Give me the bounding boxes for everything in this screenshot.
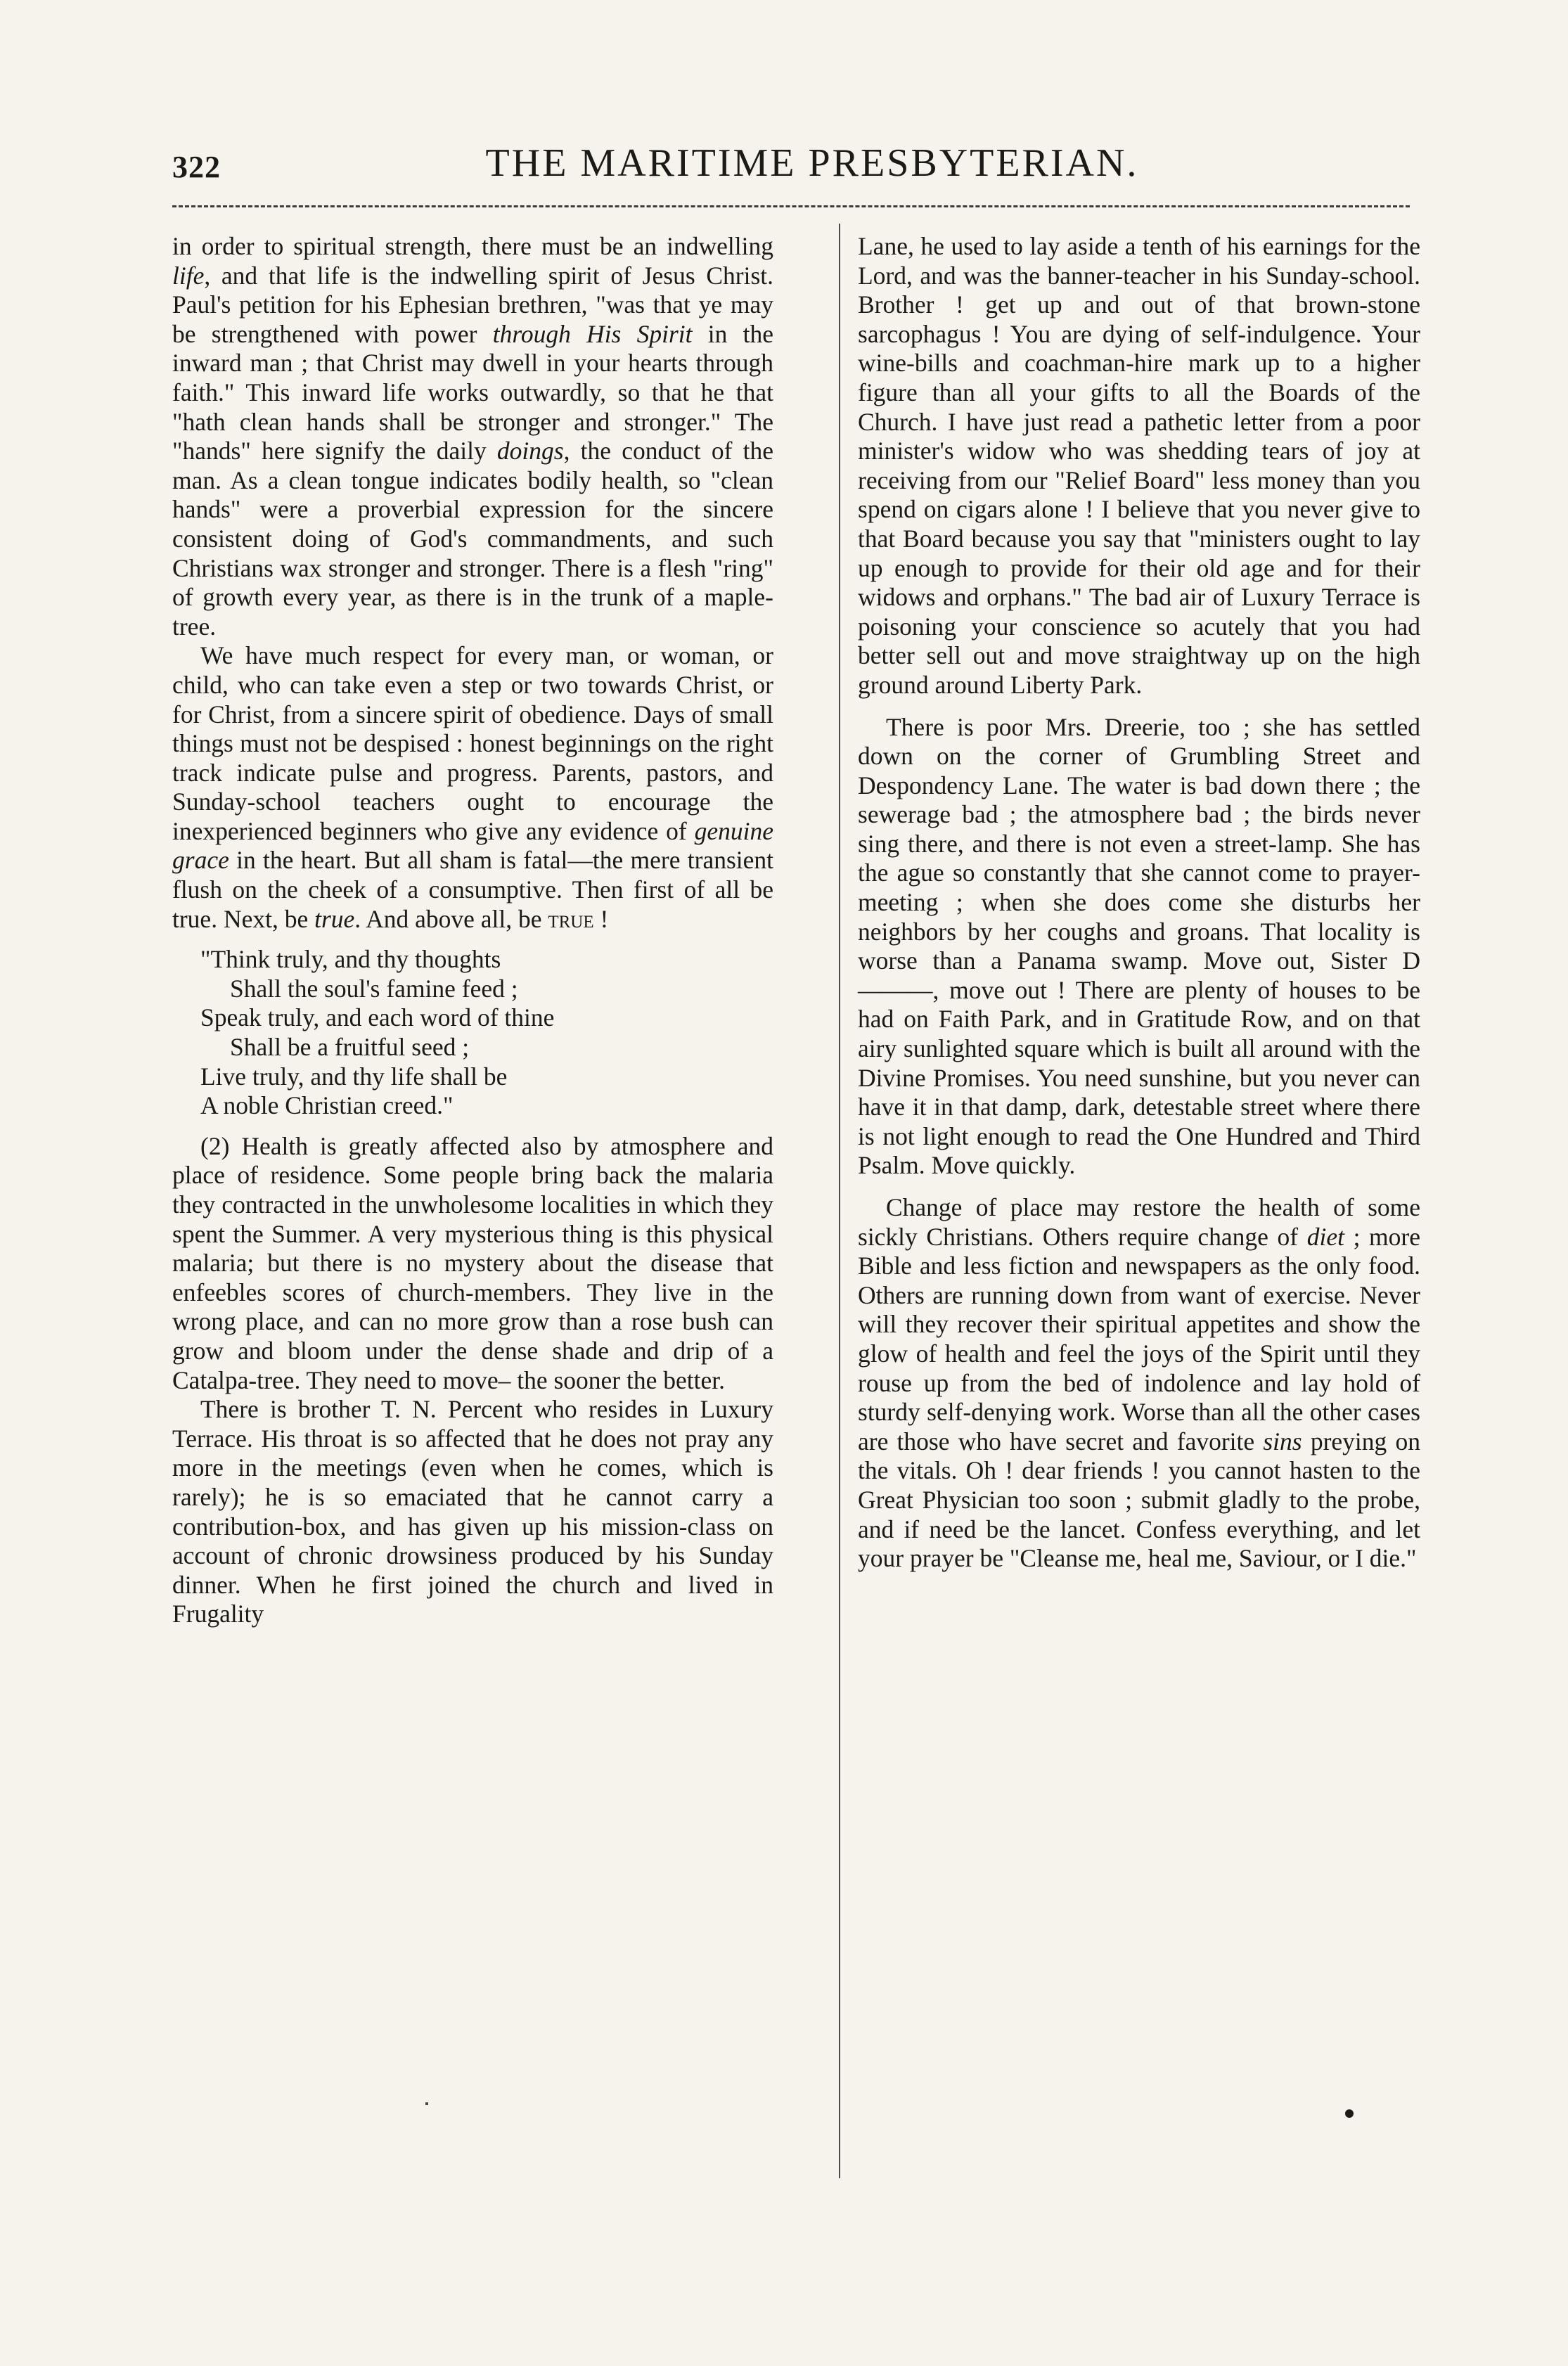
- italic-text: sins: [1263, 1427, 1302, 1455]
- left-paragraph-4: There is brother T. N. Percent who resides in Luxury Terrace. His throat is so affected that he does not pray any more in the meetings (even when he comes, which is rarely); he is so emaciated that he cannot carry a contribution-box, and has given up his mission-class on account of chronic drowsiness produced by his Sunday dinner. When he first joined the church and lived in Frugality: [172, 1395, 773, 1628]
- right-paragraph-1: Lane, he used to lay aside a tenth of his earnings for the Lord, and was the banner-teacher in his Sunday-school. Brother ! get up and out of that brown-stone sarcophagus ! You are dying of self-indulgence. Your wine-bills and coachman-hire mark up to a higher figure than all your gifts to all the Boards of the Church. I have just read a pathetic letter from a poor minister's widow who was shedding tears of joy at receiving from our "Relief Board" less money than you spend on cigars alone ! I believe that you never give to that Board because you say that "ministers ought to lay up enough to provide for their old age and for their widows and orphans." The bad air of Luxury Terrace is poisoning your conscience so acutely that you had better sell out and move straightway up on the high ground around Liberty Park.: [858, 232, 1420, 699]
- text-run: , the conduct of the man. As a clean tongue indicates bodily health, so "clean hands" were a proverbial expression for the sincere consistent doing of God's commandments, and such Christians wax stronger and stronger. There is a flesh "ring" of growth every year, as there is in the trunk of a maple-tree.: [172, 437, 773, 641]
- small-caps-text: true: [548, 904, 594, 933]
- poem-line: Live truly, and thy life shall be: [200, 1062, 508, 1091]
- print-dot: [1345, 2109, 1354, 2118]
- text-run: in the heart. But all sham is fatal—the mere transient flush on the cheek of a consumptive. Then first of all be true. Next, be: [172, 846, 773, 933]
- poem-line: "Think truly, and thy thoughts: [200, 945, 501, 974]
- right-paragraph-3: [858, 1193, 1420, 1574]
- italic-text: life: [172, 261, 205, 290]
- poem-line: A noble Christian creed.": [200, 1091, 454, 1120]
- poem-line: Shall be a fruitful seed ;: [230, 1033, 470, 1062]
- italic-text: diet: [1306, 1222, 1344, 1251]
- italic-text: doings: [496, 437, 564, 465]
- column-divider: [839, 224, 840, 2178]
- left-column: [172, 232, 773, 1629]
- text-run: in order to spiritual strength, there must be an indwelling: [172, 232, 773, 260]
- poem: [200, 945, 773, 1121]
- text-run: in the inward man ; that Christ may dwell in your hearts through faith." This inward life works outwardly, so that he that "hath clean hands shall be stronger and stronger." The "hands" here signify the daily: [172, 319, 774, 465]
- poem-line: Speak truly, and each word of thine: [200, 1003, 555, 1032]
- print-speck: [425, 2102, 428, 2105]
- italic-text: genuine grace: [172, 816, 773, 875]
- page-header: [172, 141, 1410, 204]
- text-run: We have much respect for every man, or woman, or child, who can take even a step or two towards Christ, or for Christ, from a sincere spirit of obedience. Days of small things must not be despised : honest beginnings on the right track indicate pulse and progress. Parents, pastors, and Sunday-school teachers ought to encourage the inexperienced beginners who give any evidence of: [172, 641, 773, 845]
- header-rule: [172, 205, 1410, 207]
- left-paragraph-2: [172, 641, 773, 934]
- left-paragraph-1: [172, 232, 773, 641]
- text-run: !: [593, 904, 609, 933]
- text-run: Change of place may restore the health of some sickly Christians. Others require change of: [858, 1193, 1420, 1251]
- running-title: THE MARITIME PRESBYTERIAN.: [485, 141, 1139, 185]
- text-run: preying on the vitals. Oh ! dear friends ! you cannot hasten to the Great Physician too soon ; submit gladly to the probe, and if need be the lancet. Confess everything, and let your prayer be "Cleanse me, heal me, Saviour, or I die.": [858, 1427, 1420, 1573]
- right-column: [858, 232, 1420, 1574]
- text-run: . And above all, be: [354, 904, 548, 933]
- text-run: ; more Bible and less fiction and newspapers as the only food. Others are running down from want of exercise. Never will they recover their spiritual appetites and show the glow of health and feel the joys of the Spirit until they rouse up from the bed of indolence and lay hold of sturdy self-denying work. Worse than all the other cases are those who have secret and favorite: [858, 1222, 1421, 1455]
- poem-line: Shall the soul's famine feed ;: [230, 974, 518, 1003]
- text-run: , and that life is the indwelling spirit of Jesus Christ. Paul's petition for his Ephesian brethren, "was that ye may be strengthened with power: [172, 261, 773, 348]
- italic-text: true: [314, 904, 355, 933]
- right-paragraph-2: There is poor Mrs. Dreerie, too ; she has settled down on the corner of Grumbling Street and Despondency Lane. The water is bad down there ; the sewerage bad ; the atmosphere bad ; the birds never sing there, and there is not even a street-lamp. She has the ague so constantly that she cannot come to prayer-meeting ; when she does come she disturbs her neighbors by her coughs and groans. That locality is worse than a Panama swamp. Move out, Sister D ———, move out ! There are plenty of houses to be had on Faith Park, and in Gratitude Row, and on that airy sunlighted square which is built all around with the Divine Promises. You need sunshine, but you never can have it in that damp, dark, detestable street where there is not light enough to read the One Hundred and Third Psalm. Move quickly.: [858, 712, 1420, 1180]
- left-paragraph-3: (2) Health is greatly affected also by atmosphere and place of residence. Some people bring back the malaria they contracted in the unwholesome localities in which they spent the Summer. A very mysterious thing is this physical malaria; but there is no mystery about the disease that enfeebles scores of church-members. They live in the wrong place, and can no more grow than a rose bush can grow and bloom under the dense shade and drip of a Catalpa-tree. They need to move– the sooner the better.: [172, 1131, 773, 1394]
- italic-text: through His Spirit: [492, 319, 693, 348]
- page-number: 322: [172, 150, 221, 184]
